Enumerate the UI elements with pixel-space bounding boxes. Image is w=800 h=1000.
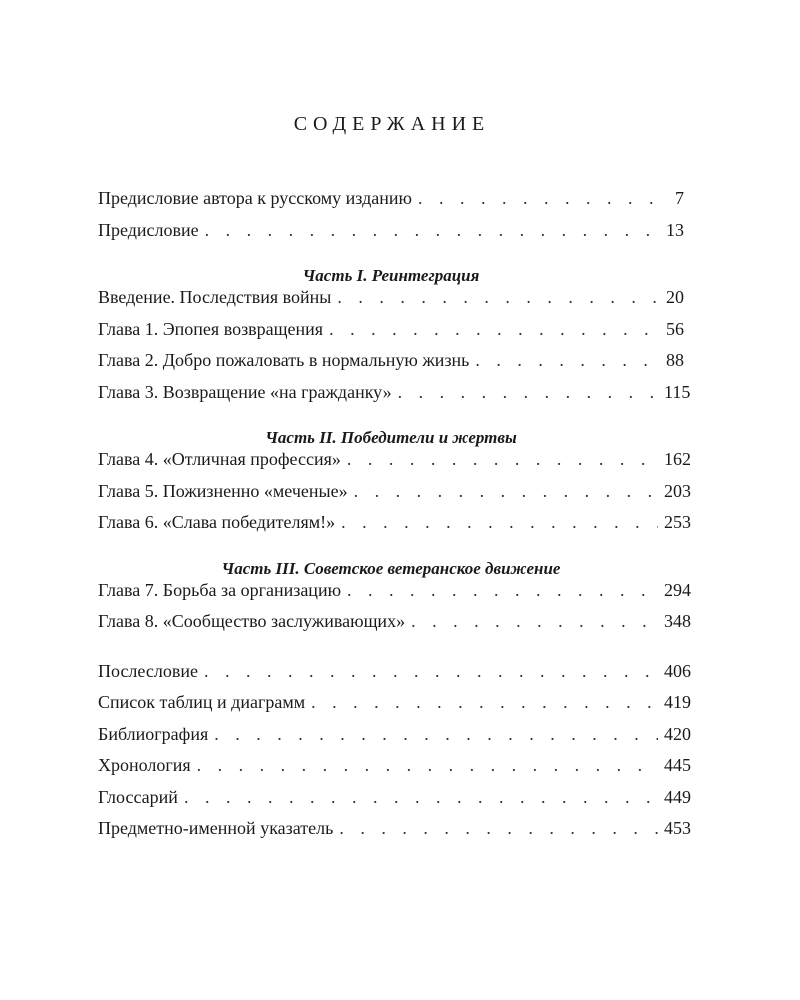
dot-leader [204, 661, 658, 682]
toc-entry[interactable] [98, 220, 684, 252]
toc-entry-label: Глава 4. «Отличная профессия» [98, 449, 341, 469]
dot-leader [339, 818, 658, 839]
dot-leader [205, 220, 658, 241]
toc-entry[interactable] [98, 350, 684, 382]
dot-leader [354, 481, 658, 502]
toc-entry-page: 445 [664, 755, 691, 775]
toc-entry-label: Глава 3. Возвращение «на гражданку» [98, 381, 392, 402]
toc-entry-label: Библиография [98, 723, 209, 744]
dot-leader [347, 580, 658, 601]
toc-entry-page: 162 [664, 449, 691, 469]
part-heading: Часть III. Советское ветеранское движение [221, 558, 561, 578]
toc-entry-label: Глава 1. Эпопея возвращения [98, 318, 324, 339]
toc-entry[interactable] [98, 287, 684, 319]
toc-entry-label: Предисловие [98, 219, 199, 240]
toc-entry[interactable] [98, 449, 691, 481]
toc-entry-label: Предисловие автора к русскому изданию [98, 188, 412, 208]
page-title: СОДЕРЖАНИЕ [293, 113, 491, 135]
toc-entry[interactable] [98, 818, 691, 850]
dot-leader [347, 449, 658, 470]
toc-entry-page: 420 [664, 723, 691, 744]
dot-leader [197, 755, 658, 776]
toc-entry-label: Послесловие [98, 660, 198, 681]
toc-entry[interactable] [98, 480, 691, 513]
toc-entry-page: 449 [664, 786, 691, 807]
toc-entry-page: 419 [664, 692, 691, 712]
toc-entry[interactable] [98, 611, 691, 643]
dot-leader [214, 724, 658, 745]
toc-entry[interactable] [98, 660, 691, 693]
dot-leader [184, 787, 658, 808]
toc-entry-label: Хронология [98, 755, 191, 775]
toc-entry-label: Предметно-именной указатель [98, 818, 334, 838]
toc-entry-label: Глоссарий [98, 786, 178, 807]
toc-entry[interactable] [98, 786, 691, 819]
toc-entry-page: 453 [664, 818, 691, 838]
toc-entry-page: 88 [666, 350, 684, 370]
toc-entry-page: 13 [666, 219, 684, 240]
toc-entry-page: 253 [664, 512, 691, 532]
part-heading: Часть II. Победители и жертвы [265, 428, 517, 447]
toc-entry[interactable] [98, 723, 691, 756]
toc-entry-page: 348 [664, 611, 691, 631]
table-of-contents [98, 188, 691, 850]
dot-leader [329, 319, 658, 340]
part-heading: Часть I. Реинтеграция [302, 266, 480, 285]
toc-entry-page: 203 [664, 480, 691, 501]
dot-leader [418, 188, 658, 209]
toc-entry-label: Введение. Последствия войны [98, 287, 332, 307]
toc-entry[interactable] [98, 692, 691, 724]
dot-leader [341, 512, 658, 533]
toc-entry-label: Глава 6. «Слава победителям!» [98, 512, 336, 532]
toc-entry[interactable] [98, 319, 684, 351]
section-gap [98, 643, 684, 661]
dot-leader [411, 611, 658, 632]
toc-entry-label: Список таблиц и диаграмм [98, 692, 306, 712]
toc-entry-label: Глава 7. Борьба за организацию [98, 579, 342, 600]
toc-entry-label: Глава 5. Пожизненно «меченые» [98, 480, 348, 501]
toc-entry-page: 294 [664, 579, 691, 600]
dot-leader [475, 350, 658, 371]
dot-leader [311, 692, 658, 713]
toc-entry-page: 115 [664, 381, 691, 402]
toc-entry-page: 56 [666, 318, 684, 339]
toc-entry[interactable] [98, 755, 691, 787]
toc-entry-label: Глава 8. «Сообщество заслуживающих» [98, 611, 406, 631]
toc-entry[interactable] [98, 381, 691, 414]
toc-entry[interactable] [98, 512, 691, 544]
toc-entry[interactable] [98, 188, 684, 220]
toc-entry-page: 406 [664, 660, 691, 681]
toc-entry-label: Глава 2. Добро пожаловать в нормальную жизнь [98, 350, 470, 370]
toc-entry-page: 7 [675, 188, 684, 208]
dot-leader [398, 382, 658, 403]
toc-entry[interactable] [98, 579, 691, 612]
dot-leader [337, 287, 658, 308]
toc-entry-page: 20 [666, 287, 684, 307]
